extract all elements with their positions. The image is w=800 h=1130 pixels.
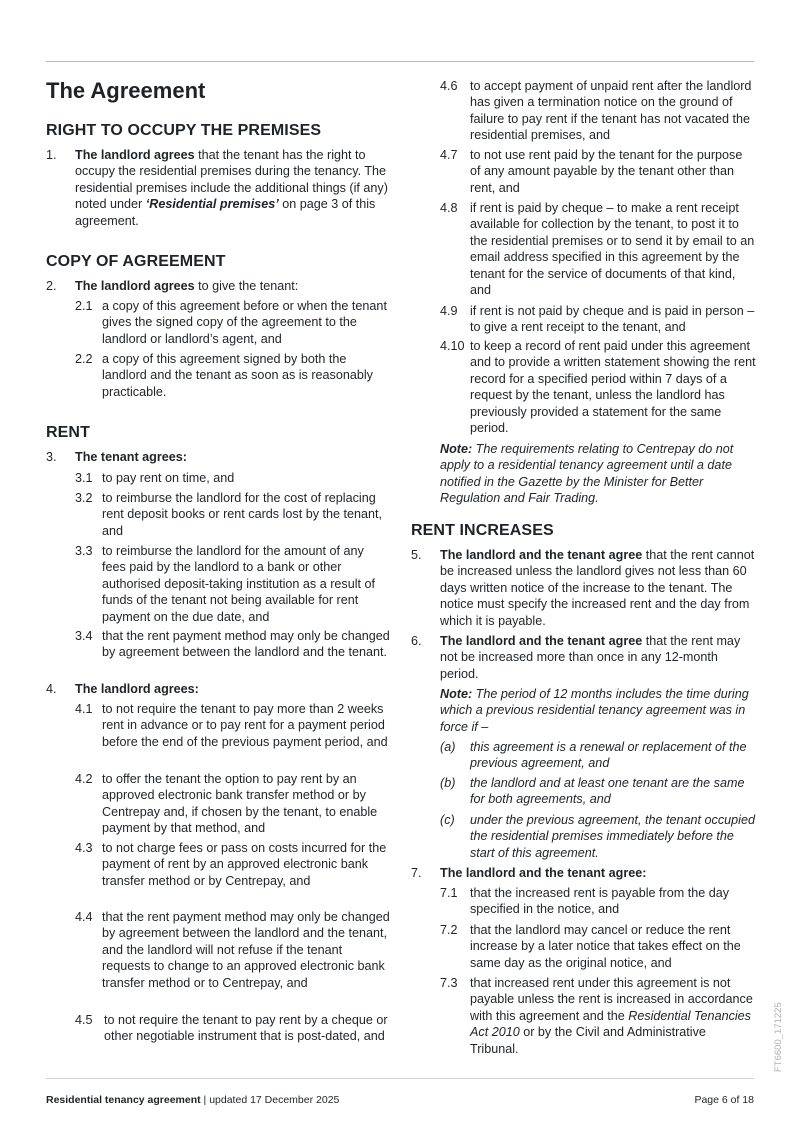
page-title: The Agreement [46,78,206,103]
section-heading-occupy: RIGHT TO OCCUPY THE PREMISES [46,122,322,139]
twelve-month-note: Note: The period of 12 months includes the time during which a previous residential tenancy agreement was in force if – [440,687,749,734]
footer-page-number: Page 6 of 18 [694,1094,754,1106]
footer-document-info [46,1092,339,1108]
clause-3: 3. The tenant agrees: [46,450,187,464]
clause-2-1: 2.1 a copy of this agreement before or when the tenant gives the signed copy of the agreement to the landlord or landlord’s agent, and [75,299,387,346]
bottom-divider [46,1078,754,1079]
footer-document-name: Residential tenancy agreement [46,1094,201,1106]
centrepay-note: Note: The requirements relating to Centrepay do not apply to a residential tenancy agreement until a date notified in the Gazette by the Minister for Better Regulation and Fair Trading. [440,442,734,506]
section-heading-copy: COPY OF AGREEMENT [46,253,226,270]
section-heading-rent: RENT [46,424,90,441]
top-divider [46,61,754,62]
section-heading-rent-increases: RENT INCREASES [411,522,554,539]
footer-updated: | updated 17 December 2025 [200,1094,340,1106]
clause-1: 1. The landlord agrees that the tenant has the right to occupy the residential premises during the tenancy. The residential premises include the additional things (if any) noted under ‘Residential premises’ on page 3 of this agreement. [46,148,388,228]
form-code: FT6600_171225 [773,1002,784,1072]
clause-2: 2. The landlord agrees to give the tenant: [46,279,299,293]
clause-2-2: 2.2 a copy of this agreement signed by both the landlord and the tenant as soon as is reasonably practicable. [75,352,373,399]
